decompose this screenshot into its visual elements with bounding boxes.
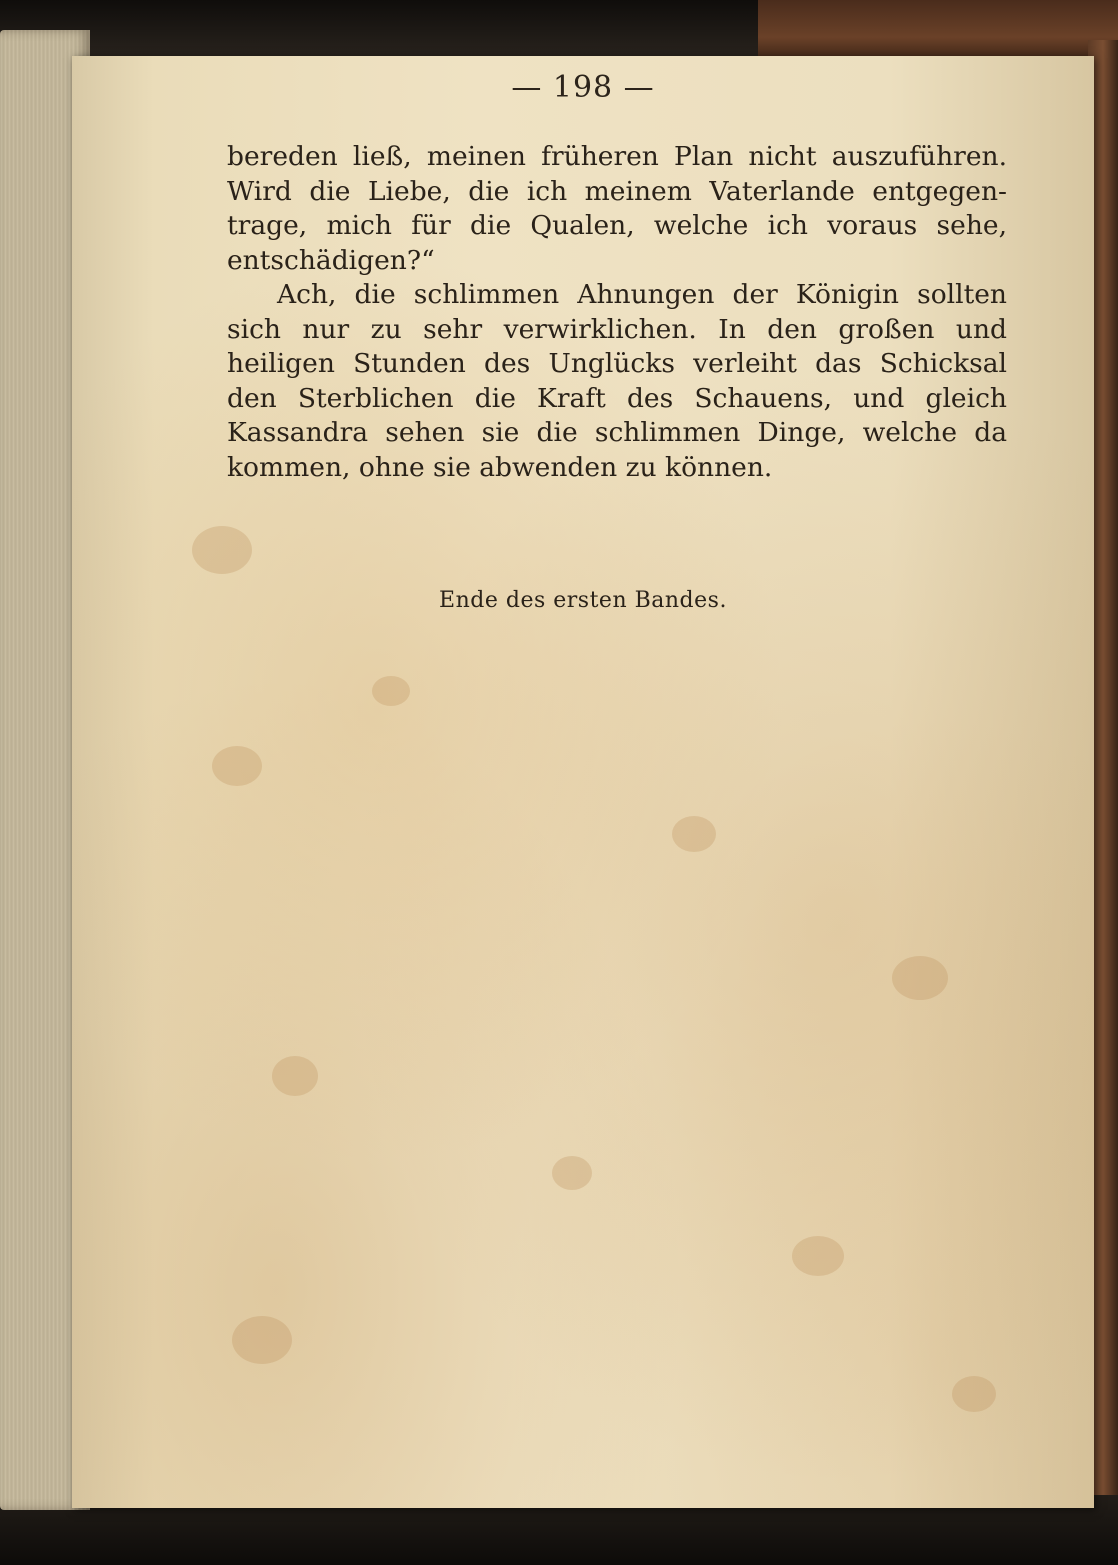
book-page <box>72 56 1094 1508</box>
text-line: heiligen Stunden des Unglücks verleiht das Schicksal <box>227 348 1007 379</box>
body-text <box>227 140 1007 485</box>
text-line: kommen, ohne sie abwenden zu können. <box>227 451 773 483</box>
text-line: trage, mich für die Qualen, welche ich voraus sehe, <box>227 210 1007 241</box>
page-number: — 198 — <box>511 70 655 105</box>
text-line: sich nur zu sehr verwirklichen. In den großen und <box>227 313 1007 345</box>
paragraph <box>227 278 1007 485</box>
text-line: den Sterblichen die Kraft des Schauens, und gleich <box>227 382 1007 414</box>
text-line: bereden ließ, meinen früheren Plan nicht auszuführen. <box>227 141 1007 172</box>
paragraph <box>227 140 1007 278</box>
text-line: Wird die Liebe, die ich meinem Vaterlande entgegen- <box>227 175 1007 207</box>
text-line: entschädigen?“ <box>227 244 435 276</box>
book-cover-leather <box>758 0 1118 62</box>
text-line: Ach, die schlimmen Ahnungen der Königin sollten <box>277 279 1007 310</box>
end-of-volume-note: Ende des ersten Bandes. <box>439 588 727 613</box>
text-line: Kassandra sehen sie die schlimmen Dinge, welche da <box>227 417 1007 448</box>
